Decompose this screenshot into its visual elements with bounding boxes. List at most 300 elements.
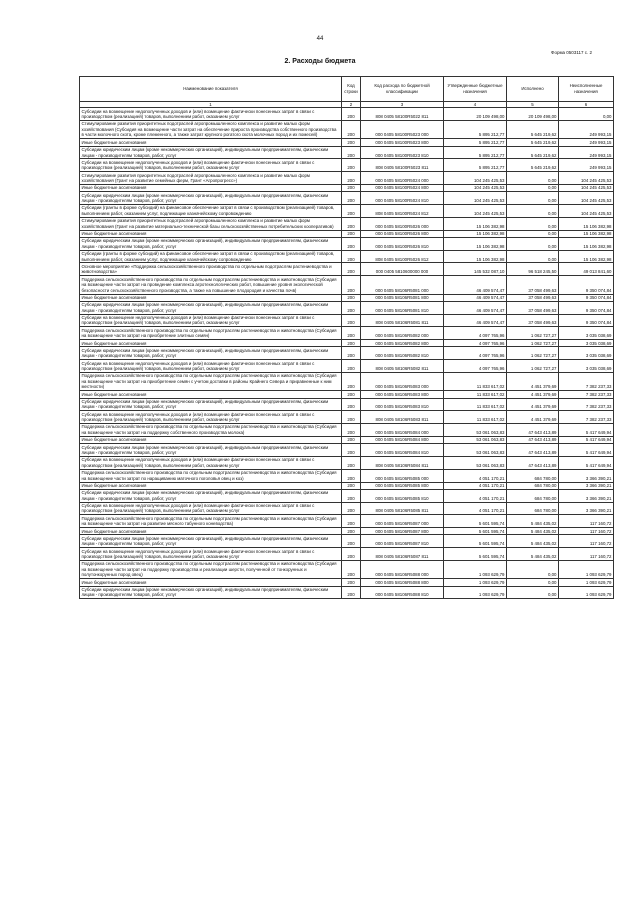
table-row bbox=[80, 108, 614, 121]
row-name-cell: Стимулирование развития приоритетных подотраслей агропромышленного комплекса и развитие малых форм хозяйствования (Грант на развитие материально-технической базы сельскохозяйственных потребительских кооперативов) bbox=[80, 217, 342, 230]
row-executed-cell: 4 451 379,69 bbox=[507, 372, 559, 390]
row-classification-cell: 000 0405 58100R5023 810 bbox=[361, 146, 444, 159]
row-classification-cell: 808 0405 58100R5022 811 bbox=[361, 108, 444, 121]
row-approved-cell: 20 109 498,00 bbox=[444, 108, 507, 121]
table-row bbox=[80, 237, 614, 250]
row-classification-cell: 000 0405 58106R5085 000 bbox=[361, 469, 444, 482]
row-classification-cell: 000 0405 5810600000 000 bbox=[361, 263, 444, 276]
row-remaining-cell: 104 245 425,53 bbox=[559, 205, 614, 218]
row-name-cell: Иные бюджетные ассигнования bbox=[80, 391, 342, 398]
row-name-cell: Поддержка сельскохозяйственного производства по отдельным подотраслям растениеводства и животноводства (Субсидия на возмещение части затрат на проведение комплекса агротехнологических работ, повышение уровня экологической безопасности сельскохозяйственного производства, а также на повышение плодородия и качества почв) bbox=[80, 276, 342, 294]
row-classification-cell: 000 0405 58106R5087 800 bbox=[361, 528, 444, 535]
table-row bbox=[80, 192, 614, 205]
row-remaining-cell: 5 417 649,94 bbox=[559, 424, 614, 437]
row-approved-cell: 5 895 212,77 bbox=[444, 121, 507, 139]
row-approved-cell: 53 061 063,83 bbox=[444, 456, 507, 469]
row-name-cell: Иные бюджетные ассигнования bbox=[80, 579, 342, 586]
table-row bbox=[80, 579, 614, 586]
row-classification-cell: 000 0405 58100R5026 810 bbox=[361, 237, 444, 250]
column-number: 4 bbox=[444, 101, 507, 108]
column-number: 6 bbox=[559, 101, 614, 108]
row-executed-cell: 47 643 413,89 bbox=[507, 444, 559, 457]
row-line-code-cell: 200 bbox=[342, 347, 361, 360]
table-row bbox=[80, 217, 614, 230]
header-indicator-name: Наименование показателя bbox=[80, 77, 342, 102]
row-classification-cell: 000 0405 58100R5024 000 bbox=[361, 172, 444, 185]
row-name-cell: Субсидии на возмещение недополученных доходов и (или) возмещение фактически понесенных затрат в связи с производством (реализацией) товаров, выполнением работ, оказанием услуг bbox=[80, 159, 342, 172]
row-line-code-cell: 200 bbox=[342, 276, 361, 294]
header-line-code: Код строки bbox=[342, 77, 361, 102]
row-classification-cell: 000 0405 58106R5088 000 bbox=[361, 560, 444, 578]
row-approved-cell: 53 061 063,83 bbox=[444, 424, 507, 437]
row-approved-cell: 145 532 087,10 bbox=[444, 263, 507, 276]
row-executed-cell: 4 451 379,69 bbox=[507, 391, 559, 398]
table-row bbox=[80, 121, 614, 139]
row-approved-cell: 5 895 212,77 bbox=[444, 159, 507, 172]
row-line-code-cell: 200 bbox=[342, 444, 361, 457]
row-line-code-cell: 200 bbox=[342, 250, 361, 263]
row-line-code-cell: 200 bbox=[342, 586, 361, 599]
table-row bbox=[80, 301, 614, 314]
row-classification-cell: 808 0405 58100R5026 812 bbox=[361, 250, 444, 263]
row-name-cell: Иные бюджетные ассигнования bbox=[80, 528, 342, 535]
row-executed-cell: 684 780,00 bbox=[507, 482, 559, 489]
row-classification-cell: 000 0405 58100R5023 800 bbox=[361, 139, 444, 146]
row-executed-cell: 47 643 413,89 bbox=[507, 436, 559, 443]
row-line-code-cell: 200 bbox=[342, 579, 361, 586]
row-remaining-cell: 15 106 382,98 bbox=[559, 230, 614, 237]
row-approved-cell: 53 061 063,83 bbox=[444, 444, 507, 457]
row-classification-cell: 000 0405 58106R5082 000 bbox=[361, 327, 444, 340]
row-classification-cell: 000 0405 58106R5081 810 bbox=[361, 301, 444, 314]
row-classification-cell: 808 0405 58100R5023 811 bbox=[361, 159, 444, 172]
row-name-cell: Поддержка сельскохозяйственного производства по отдельным подотраслям растениеводства и животноводства (Субсидия на возмещение части затрат на приобретение элитных семян) bbox=[80, 327, 342, 340]
row-classification-cell: 000 0405 58106R5085 800 bbox=[361, 482, 444, 489]
row-name-cell: Стимулирование развития приоритетных подотраслей агропромышленного комплекса и развитие малых форм хозяйствования (Грант на развитие семейных ферм, Грант «Агропрогресс») bbox=[80, 172, 342, 185]
row-line-code-cell: 200 bbox=[342, 327, 361, 340]
table-row bbox=[80, 482, 614, 489]
row-line-code-cell: 200 bbox=[342, 263, 361, 276]
row-line-code-cell: 200 bbox=[342, 469, 361, 482]
row-classification-cell: 000 0405 58106R5081 000 bbox=[361, 276, 444, 294]
row-remaining-cell: 104 245 425,53 bbox=[559, 184, 614, 191]
column-number: 5 bbox=[507, 101, 559, 108]
row-remaining-cell: 0,00 bbox=[559, 108, 614, 121]
row-line-code-cell: 200 bbox=[342, 301, 361, 314]
header-remaining: Неисполненные назначения bbox=[559, 77, 614, 102]
row-executed-cell: 47 643 413,89 bbox=[507, 456, 559, 469]
row-line-code-cell: 200 bbox=[342, 372, 361, 390]
row-remaining-cell: 117 160,72 bbox=[559, 528, 614, 535]
row-name-cell: Иные бюджетные ассигнования bbox=[80, 436, 342, 443]
row-approved-cell: 5 601 595,74 bbox=[444, 528, 507, 535]
column-number: 2 bbox=[342, 101, 361, 108]
row-approved-cell: 46 409 574,47 bbox=[444, 294, 507, 301]
row-name-cell: Субсидии на возмещение недополученных доходов и (или) возмещение фактически понесенных затрат в связи с производством (реализацией) товаров, выполнением работ, оказанием услуг bbox=[80, 502, 342, 515]
row-line-code-cell: 200 bbox=[342, 548, 361, 561]
row-classification-cell: 808 0405 58100R5024 812 bbox=[361, 205, 444, 218]
row-line-code-cell: 200 bbox=[342, 159, 361, 172]
row-approved-cell: 5 601 595,74 bbox=[444, 535, 507, 548]
row-name-cell: Иные бюджетные ассигнования bbox=[80, 482, 342, 489]
row-name-cell: Поддержка сельскохозяйственного производства по отдельным подотраслям растениеводства и животноводства (Субсидия на возмещение части затрат на приобретение семян с учетом доставки в районы Крайнего Севера и приравненные к ним местности) bbox=[80, 372, 342, 390]
row-line-code-cell: 200 bbox=[342, 502, 361, 515]
row-remaining-cell: 3 366 390,21 bbox=[559, 502, 614, 515]
row-name-cell: Иные бюджетные ассигнования bbox=[80, 294, 342, 301]
row-approved-cell: 1 093 629,79 bbox=[444, 579, 507, 586]
row-name-cell: Субсидии на возмещение недополученных доходов и (или) возмещение фактически понесенных затрат в связи с производством (реализацией) товаров, выполнением работ, оказанием услуг bbox=[80, 456, 342, 469]
row-name-cell: Поддержка сельскохозяйственного производства по отдельным подотраслям растениеводства и животноводства (Субсидия на возмещение части затрат по наращиванию маточного поголовья овец и коз) bbox=[80, 469, 342, 482]
form-code: Форма 0503117 с. 2 bbox=[551, 50, 592, 55]
row-classification-cell: 000 0405 58106R5083 000 bbox=[361, 372, 444, 390]
row-approved-cell: 5 895 212,77 bbox=[444, 139, 507, 146]
row-line-code-cell: 200 bbox=[342, 146, 361, 159]
row-remaining-cell: 1 093 629,79 bbox=[559, 586, 614, 599]
row-executed-cell: 0,00 bbox=[507, 560, 559, 578]
row-line-code-cell: 200 bbox=[342, 121, 361, 139]
table-row bbox=[80, 327, 614, 340]
row-approved-cell: 4 051 170,21 bbox=[444, 502, 507, 515]
row-classification-cell: 000 0405 58106R5084 800 bbox=[361, 436, 444, 443]
row-line-code-cell: 200 bbox=[342, 360, 361, 373]
row-name-cell: Стимулирование развития приоритетных подотраслей агропромышленного комплекса и развитие малых форм хозяйствования (Субсидия на возмещение части затрат на обеспечение прироста производства собственного производства в части молочного скота, кроме племенного, а также затрат крупного рогатого скота молочных пород и их помесей) bbox=[80, 121, 342, 139]
table-row bbox=[80, 172, 614, 185]
row-executed-cell: 1 062 727,27 bbox=[507, 340, 559, 347]
row-name-cell: Субсидии юридическим лицам (кроме некоммерческих организаций), индивидуальным предпринимателям, физическим лицам - производителям товаров, работ, услуг bbox=[80, 301, 342, 314]
row-remaining-cell: 3 035 038,69 bbox=[559, 340, 614, 347]
row-line-code-cell: 200 bbox=[342, 489, 361, 502]
row-approved-cell: 4 097 765,96 bbox=[444, 360, 507, 373]
row-classification-cell: 000 0405 58106R5087 000 bbox=[361, 515, 444, 528]
row-line-code-cell: 200 bbox=[342, 237, 361, 250]
row-executed-cell: 0,00 bbox=[507, 172, 559, 185]
row-executed-cell: 0,00 bbox=[507, 579, 559, 586]
row-classification-cell: 000 0405 58106R5083 800 bbox=[361, 391, 444, 398]
table-row bbox=[80, 184, 614, 191]
table-row bbox=[80, 360, 614, 373]
row-line-code-cell: 200 bbox=[342, 230, 361, 237]
row-classification-cell: 808 0405 58106R5083 811 bbox=[361, 411, 444, 424]
row-line-code-cell: 200 bbox=[342, 398, 361, 411]
row-executed-cell: 684 780,00 bbox=[507, 469, 559, 482]
table-row bbox=[80, 294, 614, 301]
row-classification-cell: 808 0405 58106R5082 811 bbox=[361, 360, 444, 373]
row-remaining-cell: 117 160,72 bbox=[559, 515, 614, 528]
table-row bbox=[80, 146, 614, 159]
row-line-code-cell: 200 bbox=[342, 184, 361, 191]
row-name-cell: Субсидии юридическим лицам (кроме некоммерческих организаций), индивидуальным предпринимателям, физическим лицам - производителям товаров, работ, услуг bbox=[80, 586, 342, 599]
row-approved-cell: 4 097 765,96 bbox=[444, 327, 507, 340]
table-row bbox=[80, 469, 614, 482]
row-name-cell: Субсидии на возмещение недополученных доходов и (или) возмещение фактически понесенных затрат в связи с производством (реализацией) товаров, выполнением работ, оказанием услуг bbox=[80, 108, 342, 121]
row-line-code-cell: 200 bbox=[342, 217, 361, 230]
row-name-cell: Субсидии юридическим лицам (кроме некоммерческих организаций), индивидуальным предпринимателям, физическим лицам - производителям товаров, работ, услуг bbox=[80, 146, 342, 159]
table-row bbox=[80, 586, 614, 599]
row-remaining-cell: 5 417 649,94 bbox=[559, 436, 614, 443]
row-executed-cell: 5 484 435,02 bbox=[507, 548, 559, 561]
table-row bbox=[80, 205, 614, 218]
row-remaining-cell: 9 350 074,84 bbox=[559, 314, 614, 327]
row-executed-cell: 37 058 499,63 bbox=[507, 301, 559, 314]
row-approved-cell: 15 106 382,98 bbox=[444, 237, 507, 250]
header-executed: Исполнено bbox=[507, 77, 559, 102]
row-classification-cell: 000 0405 58100R5024 810 bbox=[361, 192, 444, 205]
row-executed-cell: 37 058 499,63 bbox=[507, 314, 559, 327]
row-line-code-cell: 200 bbox=[342, 456, 361, 469]
row-approved-cell: 46 409 574,47 bbox=[444, 301, 507, 314]
row-remaining-cell: 3 035 038,69 bbox=[559, 360, 614, 373]
row-executed-cell: 1 062 727,27 bbox=[507, 360, 559, 373]
row-classification-cell: 000 0405 58106R5084 810 bbox=[361, 444, 444, 457]
row-approved-cell: 104 245 425,53 bbox=[444, 184, 507, 191]
table-row bbox=[80, 444, 614, 457]
row-executed-cell: 47 643 413,89 bbox=[507, 424, 559, 437]
row-name-cell: Субсидии юридическим лицам (кроме некоммерческих организаций), индивидуальным предпринимателям, физическим лицам - производителям товаров, работ, услуг bbox=[80, 535, 342, 548]
header-approved: Утвержденные бюджетные назначения bbox=[444, 77, 507, 102]
row-classification-cell: 000 0405 58106R5081 800 bbox=[361, 294, 444, 301]
row-approved-cell: 4 051 170,21 bbox=[444, 482, 507, 489]
row-approved-cell: 15 106 382,98 bbox=[444, 217, 507, 230]
row-name-cell: Субсидии юридическим лицам (кроме некоммерческих организаций), индивидуальным предпринимателям, физическим лицам - производителям товаров, работ, услуг bbox=[80, 489, 342, 502]
row-remaining-cell: 104 245 425,53 bbox=[559, 192, 614, 205]
row-executed-cell: 0,00 bbox=[507, 205, 559, 218]
row-remaining-cell: 249 993,15 bbox=[559, 146, 614, 159]
row-executed-cell: 5 645 219,62 bbox=[507, 159, 559, 172]
row-approved-cell: 15 106 382,98 bbox=[444, 230, 507, 237]
row-remaining-cell: 7 382 237,33 bbox=[559, 391, 614, 398]
row-executed-cell: 5 484 435,02 bbox=[507, 535, 559, 548]
column-number: 1 bbox=[80, 101, 342, 108]
row-executed-cell: 1 062 727,27 bbox=[507, 347, 559, 360]
row-remaining-cell: 117 160,72 bbox=[559, 535, 614, 548]
row-remaining-cell: 9 350 074,84 bbox=[559, 294, 614, 301]
row-name-cell: Субсидии (гранты в форме субсидий) на финансовое обеспечение затрат в связи с производством (реализацией) товаров, выполнением работ, оказанием услуг, подлежащие казначейскому сопровождению bbox=[80, 250, 342, 263]
row-classification-cell: 000 0405 58106R5082 810 bbox=[361, 347, 444, 360]
row-classification-cell: 000 0405 58100R5024 800 bbox=[361, 184, 444, 191]
row-remaining-cell: 7 382 237,33 bbox=[559, 411, 614, 424]
row-line-code-cell: 200 bbox=[342, 528, 361, 535]
row-classification-cell: 000 0405 58106R5087 810 bbox=[361, 535, 444, 548]
row-remaining-cell: 3 035 038,69 bbox=[559, 347, 614, 360]
row-remaining-cell: 3 035 038,69 bbox=[559, 327, 614, 340]
row-approved-cell: 104 245 425,53 bbox=[444, 205, 507, 218]
row-approved-cell: 11 833 617,02 bbox=[444, 391, 507, 398]
row-executed-cell: 0,00 bbox=[507, 192, 559, 205]
row-name-cell: Субсидии юридическим лицам (кроме некоммерческих организаций), индивидуальным предпринимателям, физическим лицам - производителям товаров, работ, услуг bbox=[80, 398, 342, 411]
row-name-cell: Иные бюджетные ассигнования bbox=[80, 184, 342, 191]
row-line-code-cell: 200 bbox=[342, 294, 361, 301]
table-header-row bbox=[80, 77, 614, 102]
row-executed-cell: 684 780,00 bbox=[507, 489, 559, 502]
row-executed-cell: 684 780,00 bbox=[507, 502, 559, 515]
row-line-code-cell: 200 bbox=[342, 411, 361, 424]
row-approved-cell: 104 245 425,53 bbox=[444, 192, 507, 205]
row-line-code-cell: 200 bbox=[342, 139, 361, 146]
table-row bbox=[80, 391, 614, 398]
row-executed-cell: 0,00 bbox=[507, 250, 559, 263]
row-classification-cell: 000 0405 58106R5084 000 bbox=[361, 424, 444, 437]
table-row bbox=[80, 347, 614, 360]
row-name-cell: Основное мероприятие «Поддержка сельскохозяйственного производства по отдельным подотраслям растениеводства и животноводства» bbox=[80, 263, 342, 276]
row-name-cell: Субсидии (гранты в форме субсидий) на финансовое обеспечение затрат в связи с производством (реализацией) товаров, выполнением работ, оказанием услуг, подлежащие казначейскому сопровождению bbox=[80, 205, 342, 218]
row-remaining-cell: 15 106 382,98 bbox=[559, 237, 614, 250]
row-classification-cell: 000 0405 58106R5082 800 bbox=[361, 340, 444, 347]
row-approved-cell: 11 833 617,02 bbox=[444, 411, 507, 424]
row-remaining-cell: 5 417 649,94 bbox=[559, 456, 614, 469]
row-classification-cell: 000 0405 58106R5088 800 bbox=[361, 579, 444, 586]
row-name-cell: Иные бюджетные ассигнования bbox=[80, 139, 342, 146]
row-remaining-cell: 9 350 074,84 bbox=[559, 301, 614, 314]
row-classification-cell: 000 0405 58106R5088 810 bbox=[361, 586, 444, 599]
column-number: 3 bbox=[361, 101, 444, 108]
row-remaining-cell: 15 106 382,98 bbox=[559, 250, 614, 263]
row-executed-cell: 1 062 727,27 bbox=[507, 327, 559, 340]
row-name-cell: Иные бюджетные ассигнования bbox=[80, 230, 342, 237]
row-classification-cell: 000 0405 58100R5026 800 bbox=[361, 230, 444, 237]
row-remaining-cell: 1 093 629,79 bbox=[559, 560, 614, 578]
row-approved-cell: 46 409 574,47 bbox=[444, 276, 507, 294]
row-executed-cell: 5 484 435,02 bbox=[507, 515, 559, 528]
table-row bbox=[80, 340, 614, 347]
row-remaining-cell: 15 106 382,98 bbox=[559, 217, 614, 230]
row-approved-cell: 104 245 425,53 bbox=[444, 172, 507, 185]
row-line-code-cell: 200 bbox=[342, 205, 361, 218]
row-name-cell: Поддержка сельскохозяйственного производства по отдельным подотраслям растениеводства и животноводства (Субсидия на возмещение части затрат на поддержку собственного производства молока) bbox=[80, 424, 342, 437]
row-line-code-cell: 200 bbox=[342, 172, 361, 185]
row-remaining-cell: 117 160,72 bbox=[559, 548, 614, 561]
row-line-code-cell: 200 bbox=[342, 535, 361, 548]
row-classification-cell: 000 0405 58100R5023 000 bbox=[361, 121, 444, 139]
row-remaining-cell: 9 350 074,84 bbox=[559, 276, 614, 294]
row-approved-cell: 1 093 629,79 bbox=[444, 586, 507, 599]
row-remaining-cell: 49 013 841,60 bbox=[559, 263, 614, 276]
row-name-cell: Субсидии на возмещение недополученных доходов и (или) возмещение фактически понесенных затрат в связи с производством (реализацией) товаров, выполнением работ, оказанием услуг bbox=[80, 314, 342, 327]
row-name-cell: Поддержка сельскохозяйственного производства по отдельным подотраслям растениеводства и животноводства (Субсидия на возмещение части затрат на поддержку производства и реализации шерсти, полученной от тонкорунных и полутонкорунных пород овец) bbox=[80, 560, 342, 578]
row-executed-cell: 0,00 bbox=[507, 237, 559, 250]
row-executed-cell: 20 109 498,00 bbox=[507, 108, 559, 121]
row-executed-cell: 4 451 379,69 bbox=[507, 398, 559, 411]
table-row bbox=[80, 372, 614, 390]
row-remaining-cell: 249 993,15 bbox=[559, 139, 614, 146]
row-classification-cell: 808 0405 58106R5085 811 bbox=[361, 502, 444, 515]
row-executed-cell: 0,00 bbox=[507, 230, 559, 237]
row-line-code-cell: 200 bbox=[342, 436, 361, 443]
table-row bbox=[80, 528, 614, 535]
table-row bbox=[80, 489, 614, 502]
row-approved-cell: 46 409 574,47 bbox=[444, 314, 507, 327]
row-name-cell: Субсидии юридическим лицам (кроме некоммерческих организаций), индивидуальным предпринимателям, физическим лицам - производителям товаров, работ, услуг bbox=[80, 347, 342, 360]
row-name-cell: Поддержка сельскохозяйственного производства по отдельным подотраслям растениеводства и животноводства (Субсидия на возмещение части затрат на развитие мясного табунного коневодства) bbox=[80, 515, 342, 528]
row-line-code-cell: 200 bbox=[342, 108, 361, 121]
row-remaining-cell: 3 366 390,21 bbox=[559, 482, 614, 489]
row-approved-cell: 1 093 629,79 bbox=[444, 560, 507, 578]
row-name-cell: Субсидии на возмещение недополученных доходов и (или) возмещение фактически понесенных затрат в связи с производством (реализацией) товаров, выполнением работ, оказанием услуг bbox=[80, 360, 342, 373]
header-classification-code: Код расхода по бюджетной классификации bbox=[361, 77, 444, 102]
budget-expenses-table bbox=[79, 76, 614, 599]
table-row bbox=[80, 139, 614, 146]
row-approved-cell: 4 051 170,21 bbox=[444, 469, 507, 482]
row-remaining-cell: 104 245 425,53 bbox=[559, 172, 614, 185]
row-name-cell: Субсидии на возмещение недополученных доходов и (или) возмещение фактически понесенных затрат в связи с производством (реализацией) товаров, выполнением работ, оказанием услуг bbox=[80, 548, 342, 561]
row-executed-cell: 5 645 219,62 bbox=[507, 146, 559, 159]
table-row bbox=[80, 560, 614, 578]
table-row bbox=[80, 456, 614, 469]
row-line-code-cell: 200 bbox=[342, 340, 361, 347]
row-line-code-cell: 200 bbox=[342, 515, 361, 528]
row-classification-cell: 808 0405 58106R5081 811 bbox=[361, 314, 444, 327]
table-row bbox=[80, 535, 614, 548]
table-row bbox=[80, 411, 614, 424]
row-line-code-cell: 200 bbox=[342, 314, 361, 327]
row-classification-cell: 808 0405 58106R5084 811 bbox=[361, 456, 444, 469]
section-title: 2. Расходы бюджета bbox=[284, 58, 356, 65]
row-executed-cell: 4 451 379,69 bbox=[507, 411, 559, 424]
row-executed-cell: 5 645 219,62 bbox=[507, 139, 559, 146]
row-approved-cell: 4 097 765,96 bbox=[444, 347, 507, 360]
table-row bbox=[80, 314, 614, 327]
table-row bbox=[80, 263, 614, 276]
row-remaining-cell: 7 382 237,33 bbox=[559, 398, 614, 411]
row-executed-cell: 37 058 499,63 bbox=[507, 294, 559, 301]
table-row bbox=[80, 436, 614, 443]
row-approved-cell: 5 601 595,74 bbox=[444, 548, 507, 561]
row-line-code-cell: 200 bbox=[342, 560, 361, 578]
row-remaining-cell: 5 417 649,94 bbox=[559, 444, 614, 457]
row-executed-cell: 0,00 bbox=[507, 217, 559, 230]
row-approved-cell: 11 833 617,02 bbox=[444, 372, 507, 390]
row-approved-cell: 53 061 063,83 bbox=[444, 436, 507, 443]
row-remaining-cell: 1 093 629,79 bbox=[559, 579, 614, 586]
row-executed-cell: 37 058 499,63 bbox=[507, 276, 559, 294]
row-line-code-cell: 200 bbox=[342, 192, 361, 205]
table-row bbox=[80, 250, 614, 263]
row-approved-cell: 4 051 170,21 bbox=[444, 489, 507, 502]
row-executed-cell: 5 645 219,62 bbox=[507, 121, 559, 139]
row-approved-cell: 4 097 765,96 bbox=[444, 340, 507, 347]
table-row bbox=[80, 398, 614, 411]
row-classification-cell: 000 0405 58106R5085 810 bbox=[361, 489, 444, 502]
row-line-code-cell: 200 bbox=[342, 424, 361, 437]
row-name-cell: Субсидии на возмещение недополученных доходов и (или) возмещение фактически понесенных затрат в связи с производством (реализацией) товаров, выполнением работ, оказанием услуг bbox=[80, 411, 342, 424]
row-name-cell: Иные бюджетные ассигнования bbox=[80, 340, 342, 347]
row-executed-cell: 5 484 435,02 bbox=[507, 528, 559, 535]
row-approved-cell: 5 601 595,74 bbox=[444, 515, 507, 528]
table-row bbox=[80, 548, 614, 561]
table-row bbox=[80, 502, 614, 515]
row-approved-cell: 5 895 212,77 bbox=[444, 146, 507, 159]
row-remaining-cell: 7 382 237,33 bbox=[559, 372, 614, 390]
page-number: 44 bbox=[316, 36, 324, 42]
row-remaining-cell: 249 993,15 bbox=[559, 121, 614, 139]
row-classification-cell: 808 0405 58106R5087 811 bbox=[361, 548, 444, 561]
table-row bbox=[80, 515, 614, 528]
row-classification-cell: 000 0405 58106R5083 810 bbox=[361, 398, 444, 411]
row-executed-cell: 96 518 245,50 bbox=[507, 263, 559, 276]
row-remaining-cell: 249 993,15 bbox=[559, 159, 614, 172]
row-executed-cell: 0,00 bbox=[507, 184, 559, 191]
row-line-code-cell: 200 bbox=[342, 391, 361, 398]
row-classification-cell: 000 0405 58100R5026 000 bbox=[361, 217, 444, 230]
table-row bbox=[80, 159, 614, 172]
table-row bbox=[80, 424, 614, 437]
row-name-cell: Субсидии юридическим лицам (кроме некоммерческих организаций), индивидуальным предпринимателям, физическим лицам - производителям товаров, работ, услуг bbox=[80, 444, 342, 457]
row-remaining-cell: 3 366 390,21 bbox=[559, 489, 614, 502]
row-executed-cell: 0,00 bbox=[507, 586, 559, 599]
row-line-code-cell: 200 bbox=[342, 482, 361, 489]
table-row bbox=[80, 276, 614, 294]
row-approved-cell: 15 106 382,98 bbox=[444, 250, 507, 263]
row-approved-cell: 11 833 617,02 bbox=[444, 398, 507, 411]
